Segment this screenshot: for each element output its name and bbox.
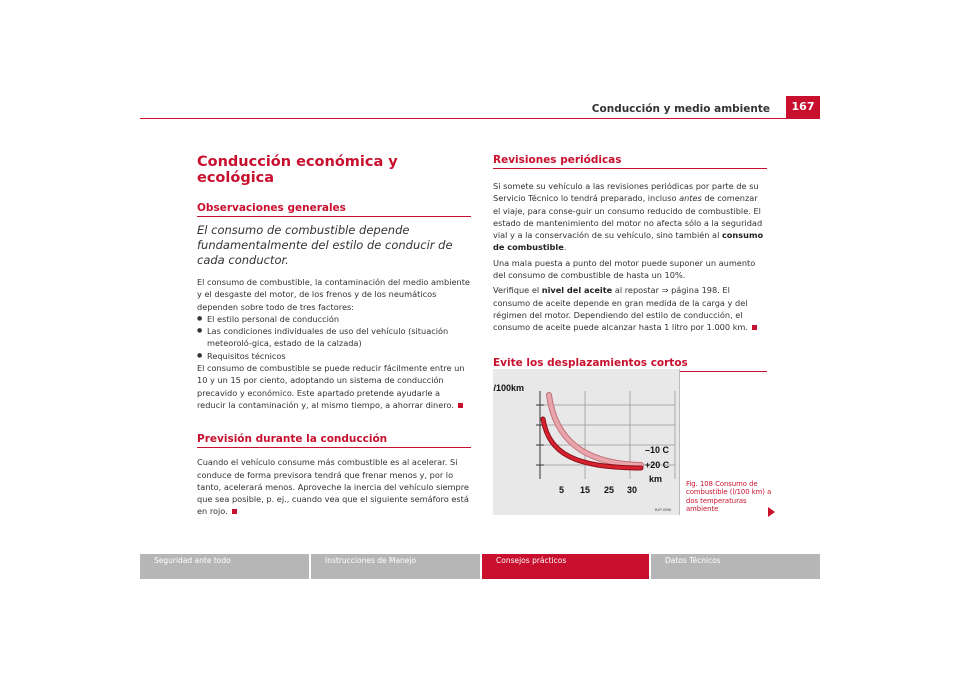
section-lead: El consumo de combustible depende fundamentalmente del estilo de conducir de cada conductor. (197, 223, 453, 267)
tab-datos-tecnicos[interactable]: Datos Técnicos (651, 554, 820, 579)
paragraph-text: El consumo de combustible se puede reducir fácilmente entre un 10 y un 15 por ciento, adoptando un sistema de conducción precavido y económico. Este apartado pretende ayudarle a reducir la contaminación y, al mismo tiempo, a ahorrar dinero. (197, 363, 465, 410)
text-run: Verifique el (493, 285, 542, 296)
header-rule (140, 118, 820, 119)
section-heading-revisiones: Revisiones periódicas (493, 154, 622, 166)
running-header-title: Conducción y medio ambiente (591, 103, 770, 115)
section-rule (493, 168, 767, 169)
paragraph (197, 456, 471, 517)
paragraph (493, 180, 767, 254)
x-tick-label: 25 (604, 485, 615, 495)
paragraph (197, 362, 471, 411)
x-tick-label: 5 (559, 485, 565, 495)
section-rule (197, 447, 471, 448)
end-of-section-marker (752, 325, 757, 330)
paragraph: Una mala puesta a punto del motor puede suponer un aumento del consumo de combustible de hasta un 10%. (493, 257, 756, 281)
section-heading-desplazamientos: Evite los desplazamientos cortos (493, 356, 688, 369)
text-run: al repostar ⇒ página 198. El consumo de aceite depende en gran medida de la carga y del régimen del motor. Dependiendo del estilo de conducción, el consumo de aceite puede alcanzar hasta 1 litro por 1.000 km. (493, 285, 749, 333)
figure-caption: Fig. 108 Consumo de combustible (l/100 km) a dos temperaturas ambiente (686, 480, 772, 513)
end-of-section-marker (232, 509, 237, 514)
tab-seguridad[interactable]: Seguridad ante todo (140, 554, 309, 579)
end-of-section-marker (458, 403, 463, 408)
series-label-plus20: +20 C (645, 460, 670, 470)
next-page-arrow-icon[interactable] (768, 507, 775, 517)
bold-term: consumo de combustible (493, 230, 764, 253)
page-number: 167 (786, 96, 820, 118)
figure-graphic (493, 369, 679, 515)
text-run: de comenzar el viaje, para conse-guir un consumo reducido de combustible. El estado de mantenimiento del motor no afecta sólo a la seguridad vial y a la conservación de su vehículo, sino también al (493, 193, 763, 241)
text-run: Si somete su vehículo a las revisiones periódicas por parte de su Servicio Técnico lo tendrá preparado, incluso (493, 181, 759, 204)
emphasis: antes (679, 193, 702, 204)
section-heading-prevision: Previsión durante la conducción (197, 433, 388, 446)
section-rule (197, 216, 471, 217)
right-column (493, 154, 767, 372)
left-column (197, 154, 471, 518)
fuel-consumption-figure (493, 369, 680, 515)
bullet-item: ● El estilo personal de conducción (197, 313, 471, 325)
tab-consejos[interactable]: Consejos prácticos (482, 554, 649, 579)
series-label-minus10: –10 C (645, 445, 670, 455)
text-run: . (563, 242, 567, 253)
bullet-item: ● Requisitos técnicos (197, 350, 471, 362)
bullet-item: ● Las condiciones individuales de uso del vehículo (situación meteoroló-gica, estado de la calzada) (197, 325, 471, 350)
figure-code: B1P-0096 (655, 508, 671, 512)
y-axis-label: l/100km (493, 383, 525, 393)
paragraph: El consumo de combustible, la contaminación del medio ambiente y el desgaste del motor, de los frenos y de los neumáticos dependen sobre todo de tres factores: (197, 277, 470, 312)
x-tick-label: 15 (580, 485, 591, 495)
x-axis-unit: km (649, 474, 663, 484)
tab-instrucciones[interactable]: Instrucciones de Manejo (311, 554, 480, 579)
paragraph (493, 284, 767, 333)
section-heading-observaciones: Observaciones generales (197, 202, 346, 214)
paragraph-text: Cuando el vehículo consume más combustible es al acelerar. Si conduce de forma previsora tendrá que frenar menos y, por lo tanto, acelerará menos. Aproveche la inercia del vehículo siempre que sea posible, p. ej., cuando vea que el siguiente semáforo está en rojo. (197, 457, 469, 517)
bold-term: nivel del aceite (541, 285, 613, 296)
x-tick-label: 30 (627, 485, 638, 495)
page-title: Conducción económica y ecológica (197, 154, 398, 186)
